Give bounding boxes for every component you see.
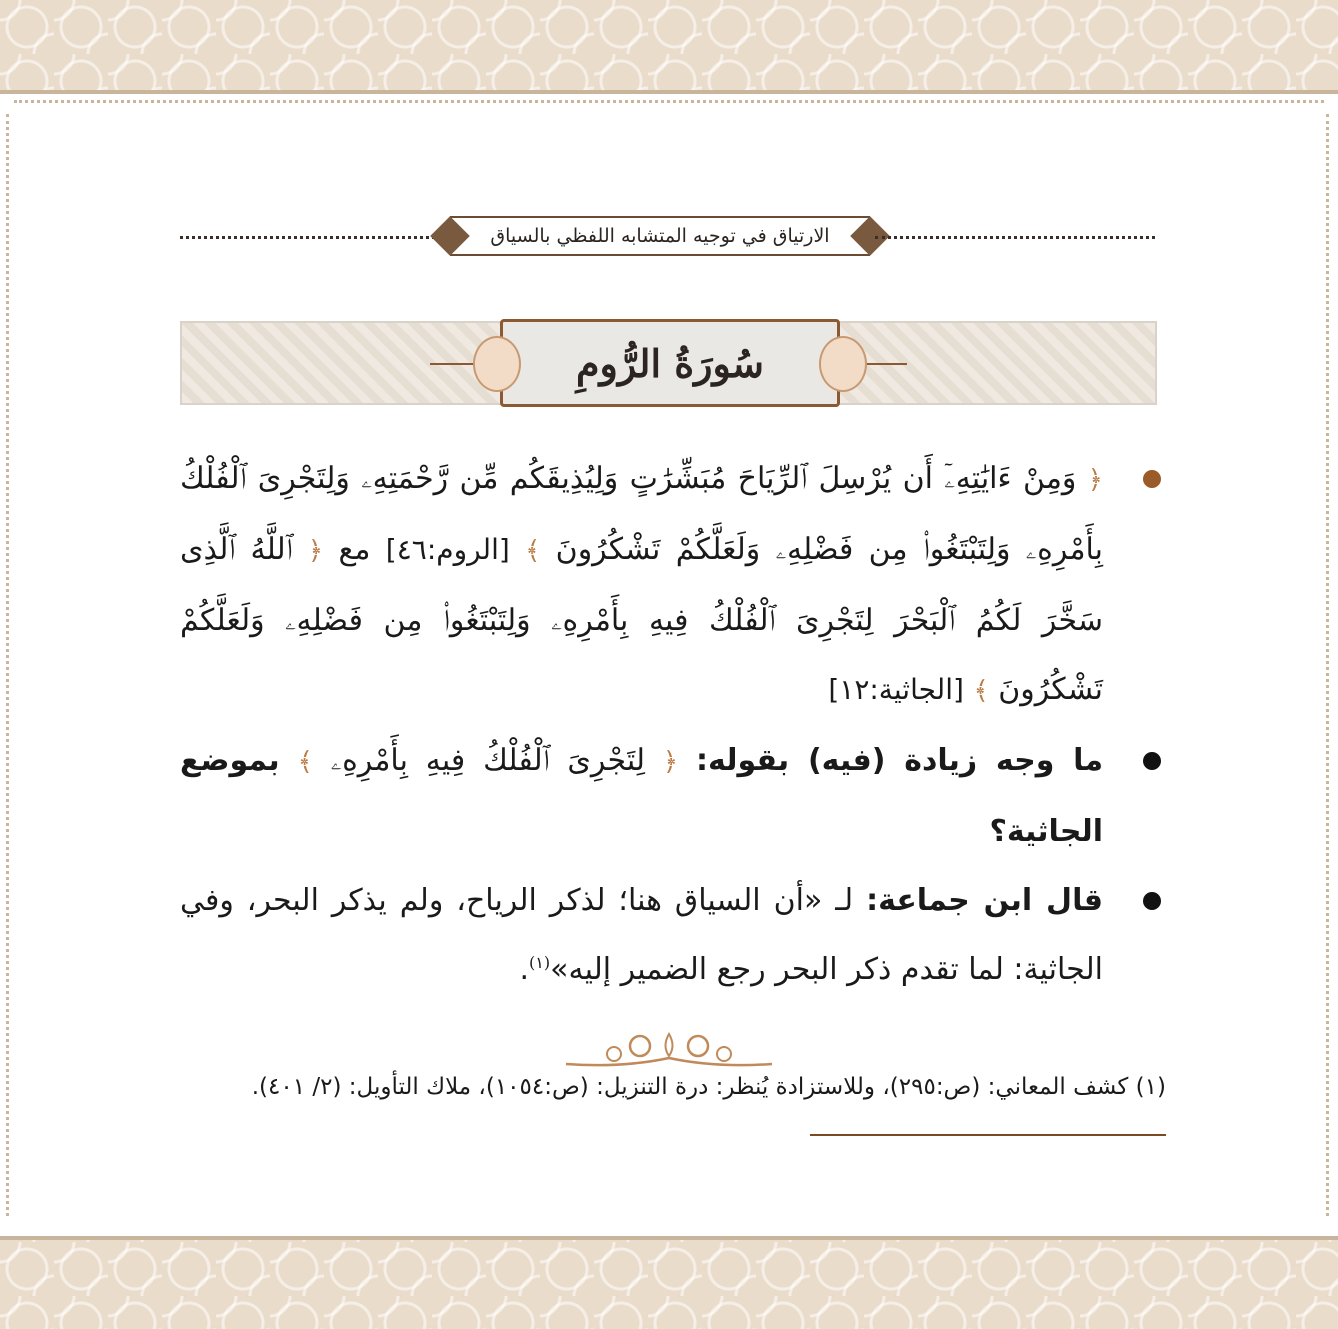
verse-close-bracket: ﴾ bbox=[297, 747, 313, 777]
verse-rum-46: وَمِنْ ءَايَٰتِهِۦٓ أَن يُرْسِلَ ٱلرِّيَاحَ مُبَشِّرَٰتٍ وَلِيُذِيقَكُم مِّن رَّحْمَتِهِۦ وَلِتَجْرِىَ ٱلْفُلْكُ بِأَمْرِهِۦ وَلِتَبْتَغُوا۟ مِن فَضْلِهِۦ وَلَعَلَّكُمْ تَشْكُرُونَ bbox=[180, 461, 1104, 567]
answer-quote: لـ «أن السياق هنا؛ لذكر الرياح، ولم يذكر البحر، وفي الجاثية: لما تقدم ذكر البحر رجع الضمير إليه» bbox=[180, 883, 1103, 987]
verse-reference: [الجاثية:١٢] bbox=[828, 673, 964, 706]
bullet-icon bbox=[1143, 752, 1161, 770]
paragraph-answer bbox=[180, 866, 1165, 1004]
top-dotted-border bbox=[14, 100, 1324, 103]
bullet-icon bbox=[1143, 892, 1161, 910]
sentence-end: . bbox=[519, 952, 530, 987]
footnote-separator bbox=[810, 1134, 1166, 1136]
speaker-label: قال ابن جماعة: bbox=[866, 883, 1103, 918]
verse-close-bracket: ﴾ bbox=[973, 676, 989, 706]
surah-title-box bbox=[500, 319, 840, 407]
verse-open-bracket: ﴿ bbox=[1087, 465, 1103, 495]
verse-open-bracket: ﴿ bbox=[307, 536, 324, 566]
running-header-dots-right bbox=[875, 236, 1155, 239]
question-text-end: بموضع الجاثية؟ bbox=[180, 743, 1103, 849]
footnote-marker[interactable]: (١) bbox=[529, 953, 551, 972]
verse-close-bracket: ﴾ bbox=[525, 536, 541, 566]
paragraph-verses bbox=[180, 444, 1165, 726]
verse-reference: [الروم:٤٦] bbox=[385, 533, 510, 566]
main-content bbox=[180, 444, 1165, 1004]
verse-quote: لِتَجْرِىَ ٱلْفُلْكُ فِيهِ بِأَمْرِهِۦ bbox=[330, 743, 646, 778]
running-header-dots-left bbox=[180, 236, 435, 239]
surah-banner bbox=[180, 321, 1157, 405]
book-title: الارتياق في توجيه المتشابه اللفظي بالسياق bbox=[490, 225, 830, 247]
right-dotted-border bbox=[1326, 114, 1336, 1216]
connector-text: مع bbox=[338, 532, 371, 567]
left-dotted-border bbox=[6, 114, 16, 1216]
surah-name: سُورَةُ الرُّومِ bbox=[576, 340, 764, 386]
verse-open-bracket: ﴿ bbox=[662, 747, 679, 777]
bullet-icon bbox=[1143, 470, 1161, 488]
paragraph-question bbox=[180, 726, 1165, 866]
surah-ornament-right-icon bbox=[819, 336, 867, 392]
question-text: ما وجه زيادة (فيه) بقوله: bbox=[696, 743, 1104, 778]
verse-jathiya-12: ٱللَّهُ ٱلَّذِى سَخَّرَ لَكُمُ ٱلْبَحْرَ لِتَجْرِىَ ٱلْفُلْكُ فِيهِ بِأَمْرِهِۦ وَلِتَبْتَغُوا۟ مِن فَضْلِهِۦ وَلَعَلَّكُمْ تَشْكُرُونَ bbox=[180, 532, 1103, 707]
running-header bbox=[180, 214, 1155, 258]
footnote: (١) كشف المعاني: (ص:٢٩٥)، وللاستزادة يُنظر: درة التنزيل: (ص:١٠٥٤)، ملاك التأويل: (٢/ ٤٠١). bbox=[251, 1074, 1166, 1100]
surah-ornament-left-icon bbox=[473, 336, 521, 392]
running-header-box bbox=[450, 216, 870, 256]
